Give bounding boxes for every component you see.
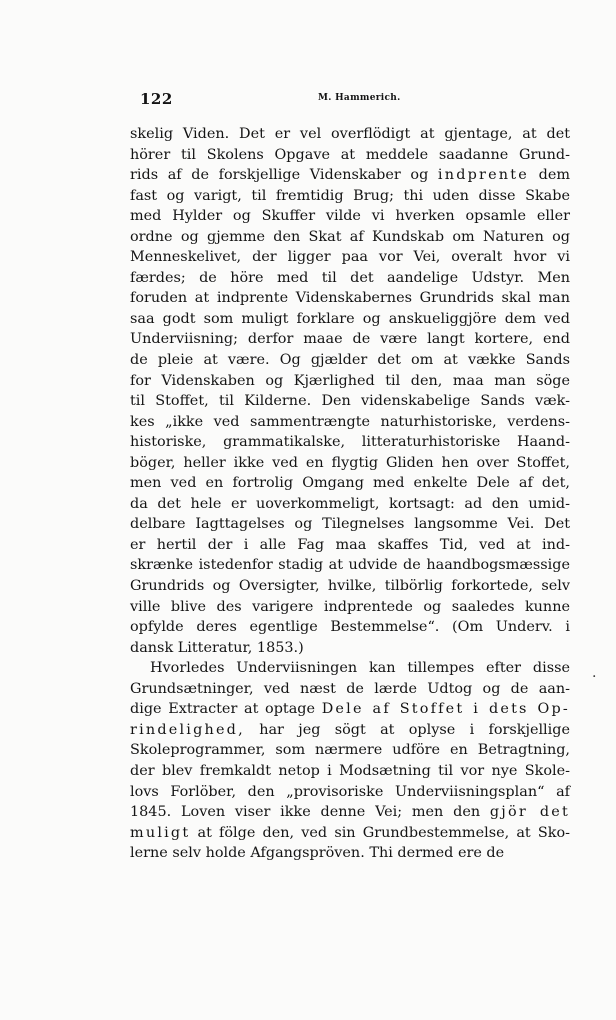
text-segment: dem [528, 167, 570, 184]
body-text [130, 124, 570, 864]
page-number: 122 [140, 90, 173, 108]
text-segment: 1845. Loven viser ikke denne Vei; men den [130, 804, 490, 821]
text-line: foruden at indprente Videnskabernes Grundrids skal man [130, 290, 570, 307]
text-line: lerne selv holde Afgangspröven. Thi dermed ere de [130, 845, 505, 862]
text-line: delbare Iagttagelses og Tilegnelses langsomme Vei. Det [130, 516, 570, 533]
emphasized-text: gjör det [489, 804, 570, 821]
text-line: Grundrids og Oversigter, hvilke, tilbörlig forkortede, selv [130, 578, 570, 595]
text-line: Menneskelivet, der ligger paa vor Vei, overalt hvor vi [130, 249, 570, 266]
text-line: da det hele er uoverkommeligt, kortsagt: ad den umid- [130, 495, 570, 512]
text-line: Underviisning; derfor maae de være langt kortere, end [130, 331, 570, 348]
text-line: böger, heller ikke ved en flygtig Gliden hen over Stoffet, [130, 454, 570, 471]
text-line [130, 720, 570, 741]
text-line: kes „ikke ved sammentrængte naturhistoriske, verdens- [130, 413, 570, 430]
text-line: ordne og gjemme den Skat af Kundskab om Naturen og [130, 228, 570, 245]
text-line: skrænke istedenfor stadig at udvide de haandbogsmæssige [130, 557, 570, 574]
text-line: ville blive des varigere indprentede og saaledes kunne [130, 598, 570, 615]
emphasized-text: indprente [437, 167, 529, 184]
text-line: lovs Forlöber, den „provisoriske Underviisningsplan“ af [130, 783, 570, 800]
text-line: Skoleprogrammer, som nærmere udföre en Betragtning, [130, 742, 570, 759]
running-head: M. Hammerich. [318, 93, 401, 103]
text-line: saa godt som muligt forklare og anskueliggjöre dem ved [130, 310, 570, 327]
emphasized-text: Dele af Stoffet i dets Op- [321, 701, 570, 718]
text-line: skelig Viden. Det er vel overflödigt at gjentage, at det [130, 126, 570, 142]
text-line: dansk Litteratur, 1853.) [130, 639, 304, 656]
text-line [130, 802, 570, 823]
text-line [130, 823, 570, 844]
emphasized-text: rindelighed, [130, 721, 245, 738]
text-line: der blev fremkaldt netop i Modsætning til vor nye Skole- [130, 762, 570, 779]
text-line [130, 165, 570, 186]
emphasized-text: muligt [130, 824, 191, 841]
text-line: fast og varigt, til fremtidig Brug; thi uden disse Skabe [130, 187, 570, 204]
text-line: opfylde deres egentlige Bestemmelse“. (Om Underv. i [130, 619, 570, 636]
text-segment: har jeg sögt at oplyse i forskjellige [244, 721, 570, 738]
page-header [140, 90, 568, 112]
text-line: historiske, grammatikalske, litteraturhistoriske Haand- [130, 434, 570, 451]
text-line [130, 699, 570, 720]
text-line: Hvorledes Underviisningen kan tillempes efter disse [150, 660, 570, 677]
text-line: med Hylder og Skuffer vilde vi hverken opsamle eller [130, 208, 570, 225]
text-line: de pleie at være. Og gjælder det om at vække Sands [130, 352, 570, 369]
text-line: til Stoffet, til Kilderne. Den videnskabelige Sands væk- [130, 393, 570, 410]
text-line: er hertil der i alle Fag maa skaffes Tid, ved at ind- [130, 536, 570, 553]
text-line: hörer til Skolens Opgave at meddele saadanne Grund- [130, 146, 570, 163]
text-line: færdes; de höre med til det aandelige Udstyr. Men [130, 269, 570, 286]
text-line: men ved en fortrolig Omgang med enkelte Dele af det, [130, 475, 570, 492]
text-segment: dige Extracter at optage [130, 701, 322, 718]
text-segment: at fölge den, ved sin Grundbestemmelse, at Sko- [190, 824, 570, 841]
text-segment: rids af de forskjellige Videnskaber og [130, 167, 438, 184]
text-line: for Videnskaben og Kjærlighed til den, maa man söge [130, 372, 570, 389]
margin-mark: . [592, 665, 597, 681]
text-line: Grundsætninger, ved næst de lærde Udtog og de aan- [130, 680, 570, 697]
